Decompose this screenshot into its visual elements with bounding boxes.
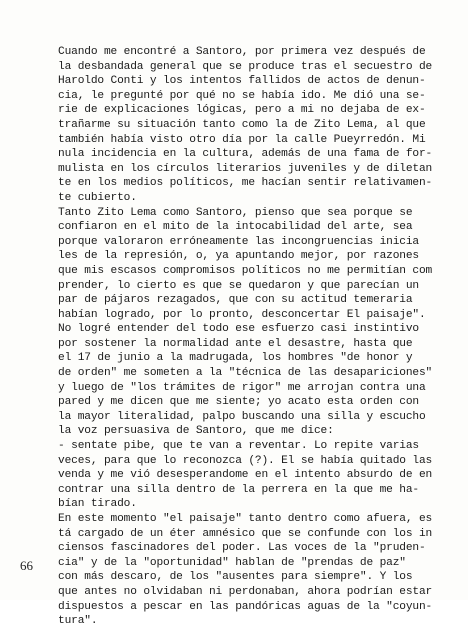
text-line: tura". bbox=[58, 615, 98, 628]
text-line: mulista en los círculos literarios juveniles y de diletan bbox=[58, 162, 433, 175]
text-line: pared y me dicen que me siente; yo acato esta orden con bbox=[58, 396, 419, 409]
text-line: tá cargado de un éter amnésico que se confunde con los in bbox=[58, 527, 433, 540]
text-line: rie de explicaciones lógicas, pero a mi no dejaba de ex- bbox=[58, 104, 426, 117]
text-line: la voz persuasiva de Santoro, que me dice: bbox=[58, 425, 334, 438]
page-number: 66 bbox=[20, 558, 33, 573]
text-line: confiaron en el mito de la intocabilidad del arte, sea bbox=[58, 221, 413, 234]
text-line: cia" y de la "oportunidad" hablan de "prendas de paz" bbox=[58, 556, 406, 569]
text-line: No logré entender del todo ese esfuerzo casi instintivo bbox=[58, 323, 419, 336]
text-line: te cubierto. bbox=[58, 191, 137, 204]
body-text bbox=[58, 45, 436, 629]
text-line: que mis escasos compromisos políticos no me permitían com bbox=[58, 264, 433, 277]
text-line: de orden" me someten a la "técnica de las desapariciones" bbox=[58, 367, 433, 380]
text-line: prender, lo cierto es que se quedaron y que parecían un bbox=[58, 279, 419, 292]
text-line: la desbandada general que se produce tras el secuestro de bbox=[58, 60, 433, 73]
text-line: trañarme su situación tanto como la de Zito Lema, al que bbox=[58, 118, 426, 131]
text-line: cia, le pregunté por qué no se había ido. Me dió una se- bbox=[58, 89, 426, 102]
text-line: les de la represión, o, ya apuntando mejor, por razones bbox=[58, 250, 419, 263]
text-line: Tanto Zito Lema como Santoro, pienso que sea porque se bbox=[58, 206, 413, 219]
text-line: la mayor literalidad, palpo buscando una silla y escucho bbox=[58, 410, 426, 423]
text-line: En este momento "el paisaje" tanto dentro como afuera, es bbox=[58, 513, 433, 525]
text-line: dispuestos a pescar en las pandóricas aguas de la "coyun- bbox=[58, 600, 433, 613]
text-line: con más descaro, de los "ausentes para siempre". Y los bbox=[58, 571, 413, 584]
text-line: también había visto otro día por la calle Pueyrredón. Mi bbox=[58, 133, 426, 146]
text-line: el 17 de junio a la madrugada, los hombres "de honor y bbox=[58, 352, 413, 365]
text-line: Cuando me encontré a Santoro, por primera vez después de bbox=[58, 46, 426, 58]
text-line: te en los medios políticos, me hacían sentir relativamen- bbox=[58, 177, 433, 190]
text-line: ciensos fascinadores del poder. Las voces de la "pruden- bbox=[58, 542, 426, 555]
text-line: bían tirado. bbox=[58, 498, 137, 511]
text-line: habían logrado, por lo pronto, desconcertar El paisaje". bbox=[58, 308, 426, 321]
text-line: porque valoraron erróneamente las incongruencias inicia bbox=[58, 235, 419, 248]
text-line: venda y me vió desesperandome en el intento absurdo de en bbox=[58, 469, 433, 482]
text-line: nula incidencia en la cultura, además de una fama de for- bbox=[58, 148, 433, 161]
text-line: par de pájaros rezagados, que con su actitud temeraria bbox=[58, 294, 413, 307]
text-line: - sentate pibe, que te van a reventar. Lo repite varias bbox=[58, 440, 419, 453]
text-line: por sostener la normalidad ante el desastre, hasta que bbox=[58, 337, 413, 350]
text-line: veces, para que lo reconozca (?). El se había quitado las bbox=[58, 454, 433, 467]
text-line: y luego de "los trámites de rigor" me arrojan contra una bbox=[58, 381, 426, 394]
text-line: que antes no olvidaban ni perdonaban, ahora podrían estar bbox=[58, 585, 433, 598]
text-line: contrar una silla dentro de la perrera en la que me ha- bbox=[58, 483, 419, 496]
text-line: Haroldo Conti y los intentos fallidos de actos de denun- bbox=[58, 75, 426, 88]
